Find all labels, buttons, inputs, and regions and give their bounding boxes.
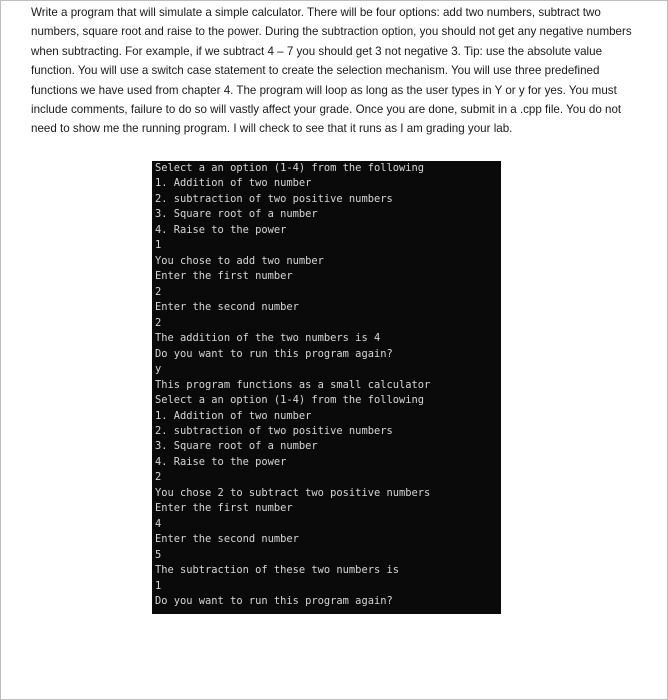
console-line: You chose to add two number (155, 254, 324, 267)
console-line: Enter the first number (155, 502, 293, 515)
console-line: 2 (155, 471, 162, 484)
console-line: This program functions as a small calculator (155, 378, 431, 391)
console-line: 2 (155, 285, 162, 298)
console-line: 3. Square root of a number (155, 440, 318, 453)
console-output-screenshot (152, 161, 501, 614)
console-line: You chose 2 to subtract two positive numbers (155, 486, 431, 499)
console-line: Select a an option (1-4) from the following (155, 162, 424, 174)
console-line: Do you want to run this program again? (155, 347, 393, 360)
console-line: 2. subtraction of two positive numbers (155, 192, 393, 205)
console-line: 4 (155, 517, 162, 530)
console-line: The subtraction of these two numbers is (155, 564, 399, 577)
console-line: 3. Square root of a number (155, 208, 318, 221)
console-line: 1 (155, 579, 162, 592)
console-line: Do you want to run this program again? (155, 595, 393, 608)
console-line: 1 (155, 239, 162, 252)
console-line: Enter the second number (155, 533, 299, 546)
console-line: 4. Raise to the power (155, 455, 287, 468)
assignment-instructions: Write a program that will simulate a simple calculator. There will be four options: add two numbers, subtract two numbers, square root and raise to the power. During the subtraction option, you should not get any negative numbers when subtracting. For example, if we subtract 4 – 7 you should get 3 not negative 3. Tip: use the absolute value function. You will use a switch case statement to create the selection mechanism. You will use three predefined functions we have used from chapter 4. The program will loop as long as the user types in Y or y for yes. You must include comments, failure to do so will vastly affect your grade. Once you are done, submit in a .cpp file. You do not need to show me the running program. I will check to see that it runs as I am grading your lab. (31, 6, 632, 136)
console-line: 4. Raise to the power (155, 223, 287, 236)
console-line: 1. Addition of two number (155, 409, 312, 422)
console-line: Select a an option (1-4) from the following (155, 394, 424, 407)
console-line: 1. Addition of two number (155, 177, 312, 190)
console-line: y (155, 363, 162, 376)
console-line: 5 (155, 548, 162, 561)
console-line: Enter the first number (155, 270, 293, 283)
console-line: Enter the second number (155, 301, 299, 314)
console-line: 2 (155, 316, 162, 329)
console-line: 2. subtraction of two positive numbers (155, 424, 393, 437)
console-line: The addition of the two numbers is 4 (155, 332, 381, 345)
